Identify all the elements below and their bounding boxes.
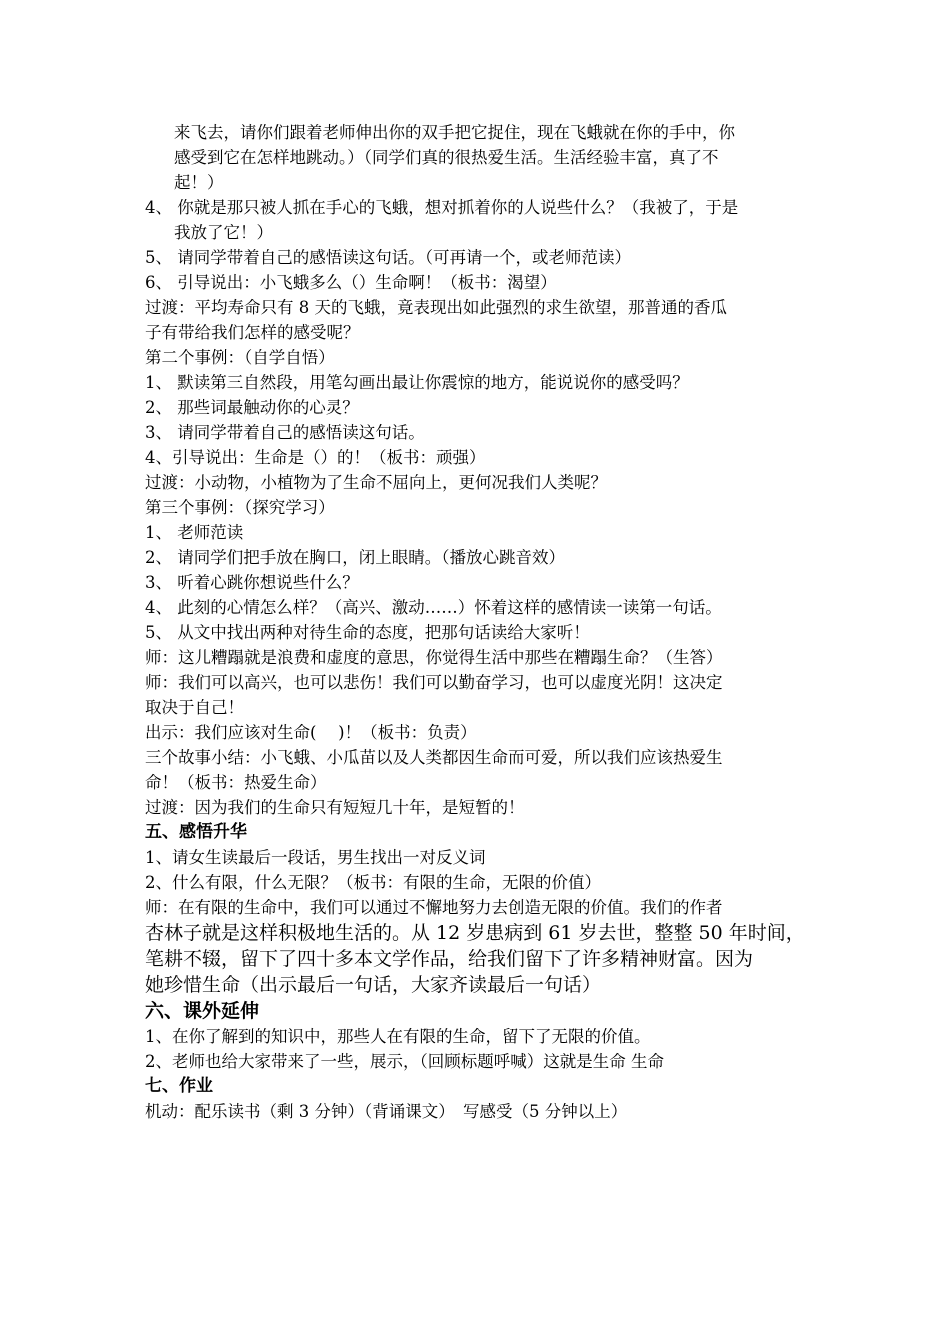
text-line: 笔耕不辍，留下了四十多本文学作品，给我们留下了许多精神财富。因为 bbox=[145, 948, 754, 970]
text-line: 2、 请同学们把手放在胸口，闭上眼睛。（播放心跳音效） bbox=[145, 548, 565, 567]
text-line: 师：我们可以高兴，也可以悲伤！我们可以勤奋学习，也可以虚度光阴！这决定 bbox=[145, 673, 723, 692]
document-body bbox=[145, 120, 810, 1124]
text-line: 4、 此刻的心情怎么样？（高兴、激动……）怀着这样的感情读一读第一句话。 bbox=[145, 598, 722, 617]
text-line: 过渡：因为我们的生命只有短短几十年，是短暂的！ bbox=[145, 798, 525, 817]
text-line: 第二个事例：（自学自悟） bbox=[145, 348, 335, 367]
text-line: 2、什么有限，什么无限？（板书：有限的生命，无限的价值） bbox=[145, 873, 601, 892]
text-line: 5、 请同学带着自己的感悟读这句话。（可再请一个，或老师范读） bbox=[145, 248, 631, 267]
text-line: 4、引导说出：生命是（）的！（板书：顽强） bbox=[145, 448, 486, 467]
text-line: 她珍惜生命（出示最后一句话，大家齐读最后一句话） bbox=[145, 974, 602, 996]
text-line: 三个故事小结：小飞蛾、小瓜苗以及人类都因生命而可爱，所以我们应该热爱生 bbox=[145, 748, 723, 767]
text-line: 子有带给我们怎样的感受呢？ bbox=[145, 323, 360, 342]
section-heading: 七、作业 bbox=[145, 1076, 213, 1096]
text-line: 出示：我们应该对生命( )！（板书：负责） bbox=[145, 723, 477, 742]
text-line: 命！（板书：热爱生命） bbox=[145, 773, 327, 792]
text-line: 4、 你就是那只被人抓在手心的飞蛾，想对抓着你的人说些什么？（我被了，于是 bbox=[145, 198, 739, 217]
text-line: 机动：配乐读书（剩 3 分钟）（背诵课文） 写感受（5 分钟以上） bbox=[145, 1102, 628, 1121]
text-line: 2、 那些词最触动你的心灵？ bbox=[145, 398, 359, 417]
text-line: 1、 老师范读 bbox=[145, 523, 244, 542]
section-heading: 五、感悟升华 bbox=[145, 822, 247, 842]
text-line: 1、 默读第三自然段，用笔勾画出最让你震惊的地方，能说说你的感受吗？ bbox=[145, 373, 689, 392]
text-line: 1、在你了解到的知识中，那些人在有限的生命，留下了无限的价值。 bbox=[145, 1027, 651, 1046]
text-line: 6、 引导说出：小飞蛾多么（）生命啊！（板书：渴望） bbox=[145, 273, 557, 292]
text-line: 来飞去，请你们跟着老师伸出你的双手把它捉住，现在飞蛾就在你的手中，你 bbox=[174, 123, 735, 142]
text-line: 过渡：小动物，小植物为了生命不屈向上，更何况我们人类呢？ bbox=[145, 473, 607, 492]
section-heading: 六、课外延伸 bbox=[145, 1000, 260, 1022]
text-line: 师：在有限的生命中，我们可以通过不懈地努力去创造无限的价值。我们的作者 bbox=[145, 898, 723, 917]
text-line: 过渡：平均寿命只有 8 天的飞蛾，竟表现出如此强烈的求生欲望，那普通的香瓜 bbox=[145, 298, 727, 317]
text-line: 5、 从文中找出两种对待生命的态度，把那句话读给大家听！ bbox=[145, 623, 590, 642]
text-line: 杏林子就是这样积极地生活的。从 12 岁患病到 61 岁去世，整整 50 年时间， bbox=[145, 922, 805, 944]
text-line: 感受到它在怎样地跳动。）（同学们真的很热爱生活。生活经验丰富，真了不 bbox=[174, 148, 719, 167]
text-line: 3、 请同学带着自己的感悟读这句话。 bbox=[145, 423, 425, 442]
text-line: 第三个事例：（探究学习） bbox=[145, 498, 335, 517]
text-line: 我放了它！） bbox=[174, 223, 273, 242]
text-line: 2、老师也给大家带来了一些，展示，（回顾标题呼喊）这就是生命 生命 bbox=[145, 1052, 664, 1071]
text-line: 3、 听着心跳你想说些什么？ bbox=[145, 573, 359, 592]
text-line: 起！） bbox=[174, 173, 224, 192]
text-line: 1、请女生读最后一段话，男生找出一对反义词 bbox=[145, 848, 486, 867]
text-line: 取决于自己！ bbox=[145, 698, 244, 717]
text-line: 师：这儿糟蹋就是浪费和虚度的意思，你觉得生活中那些在糟蹋生命？（生答） bbox=[145, 648, 723, 667]
